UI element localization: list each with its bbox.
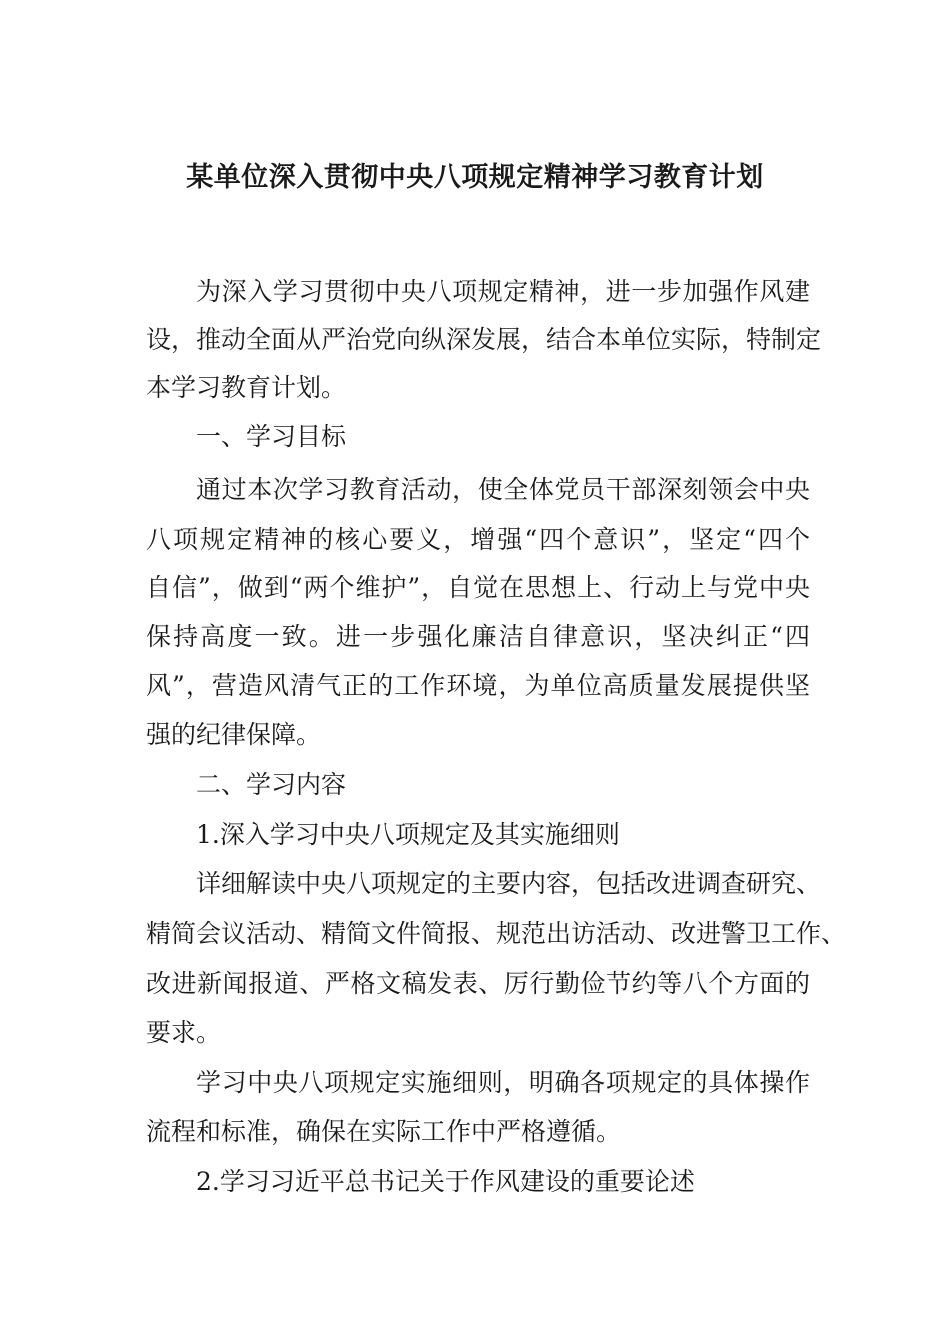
paragraph-line: 详细解读中央八项规定的主要内容，包括改进调查研究、 <box>196 869 822 898</box>
paragraph-line: 保持高度一致。进一步强化廉洁自律意识，坚决纠正“四 <box>146 622 810 651</box>
document-title: 某单位深入贯彻中央八项规定精神学习教育计划 <box>186 162 764 193</box>
paragraph-line: 学习中央八项规定实施细则，明确各项规定的具体操作 <box>196 1068 810 1097</box>
paragraph-line: 八项规定精神的核心要义，增强“四个意识”，坚定“四个 <box>146 525 810 554</box>
paragraph-line: 设，推动全面从严治党向纵深发展，结合本单位实际，特制定 <box>146 325 822 354</box>
paragraph-line: 流程和标准，确保在实际工作中严格遵循。 <box>146 1117 622 1146</box>
subsection-heading: 2.学习习近平总书记关于作风建设的重要论述 <box>196 1167 695 1196</box>
paragraph-line: 为深入学习贯彻中央八项规定精神，进一步加强作风建 <box>196 277 810 306</box>
section-heading: 二、学习内容 <box>196 770 347 799</box>
paragraph-line: 自信”，做到“两个维护”，自觉在思想上、行动上与党中央 <box>146 573 810 602</box>
subsection-heading: 1.深入学习中央八项规定及其实施细则 <box>196 820 620 849</box>
paragraph-line: 精简会议活动、精简文件简报、规范出访活动、改进警卫工作、 <box>146 919 847 948</box>
section-heading: 一、学习目标 <box>196 422 347 451</box>
paragraph-line: 要求。 <box>146 1018 222 1047</box>
paragraph-line: 改进新闻报道、严格文稿发表、厉行勤俭节约等八个方面的 <box>146 969 810 998</box>
paragraph-line: 风”，营造风清气正的工作环境，为单位高质量发展提供坚 <box>146 671 810 700</box>
paragraph-line: 本学习教育计划。 <box>146 373 347 402</box>
paragraph-line: 通过本次学习教育活动，使全体党员干部深刻领会中央 <box>196 475 810 504</box>
paragraph-line: 强的纪律保障。 <box>146 720 322 749</box>
